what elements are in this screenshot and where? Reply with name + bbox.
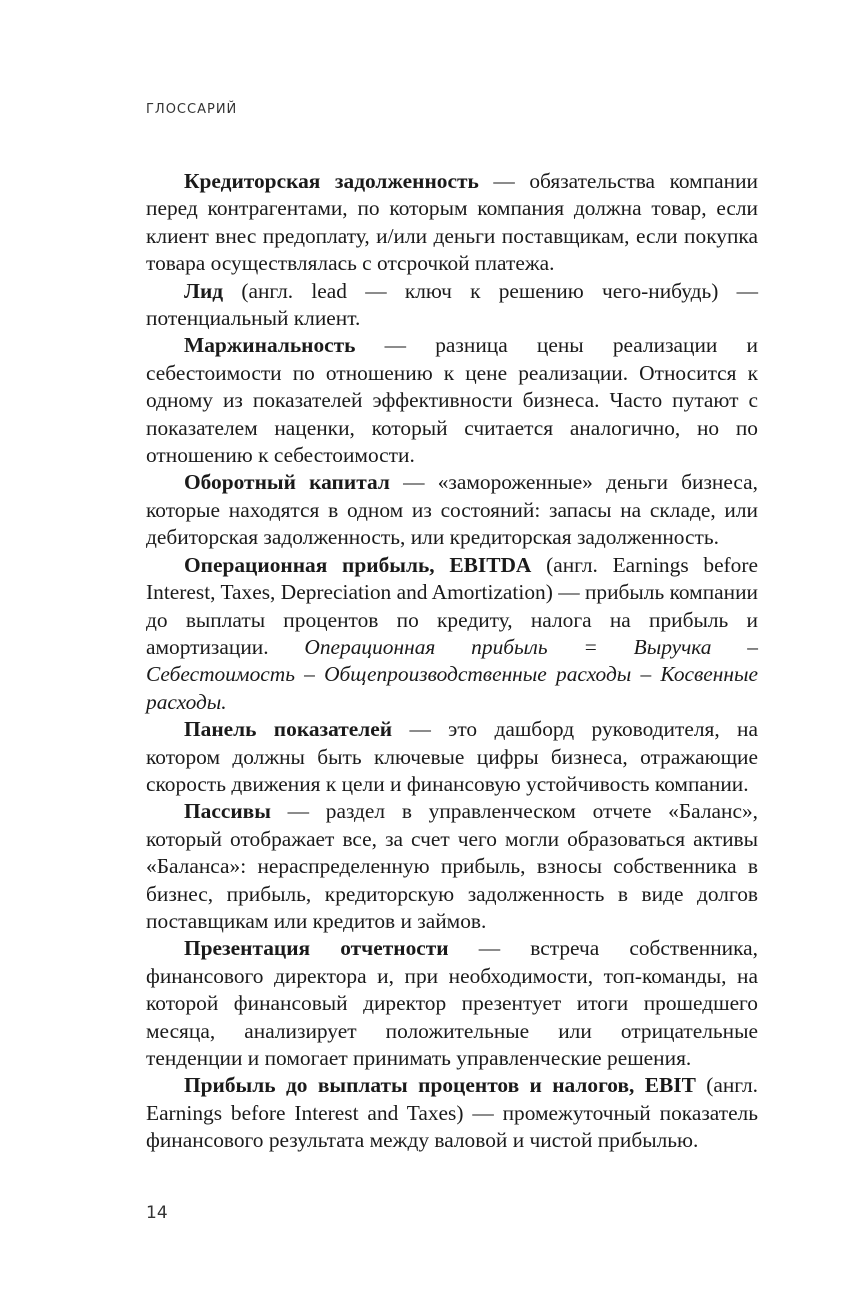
glossary-definition: — «замороженные» деньги бизнеса, которые находятся в одном из состояний: запасы на складе, или дебиторская задолженность, или кредиторская задолженность. [146,470,758,550]
glossary-term: Маржинальность [184,333,356,358]
glossary-entry [146,935,758,1072]
glossary-definition: (англ. Earnings before Interest, Taxes, Depreciation and Amortization) — прибыль компании до выплаты процентов по кредиту, налога на прибыль и амортизации. [146,552,758,659]
glossary-definition: — обязательства компании перед контрагентами, по которым компания должна товар, если клиент внес предоплату, и/или деньги поставщикам, если покупка товара осуществлялась с отсрочкой платежа. [146,169,758,276]
glossary-entry [146,552,758,716]
running-head: ГЛОССАРИЙ [146,102,238,117]
glossary-entry [146,332,758,469]
glossary-definition: — это дашборд руководителя, на котором должны быть ключевые цифры бизнеса, отражающие скорость движения к цели и финансовую устойчивость компании. [146,717,758,796]
glossary-term: Прибыль до выплаты процентов и налогов, EBIT [184,1073,696,1098]
glossary-entry [146,168,758,278]
glossary-term: Панель показателей [184,717,393,742]
glossary-term: Презентация отчетности [184,936,449,961]
glossary-definition: (англ. Earnings before Interest and Taxes) — промежуточный показатель финансового результата между валовой и чистой прибылью. [146,1073,758,1153]
glossary-definition: — встреча собственника, финансового директора и, при необходимости, топ-команды, на которой финансовый директор презентует итоги прошедшего месяца, анализирует положительные или отрицательные тенденции и помогает принимать управленческие решения. [146,936,758,1070]
glossary-term: Пассивы [184,799,271,824]
glossary-entry [146,716,758,798]
glossary-definition: — раздел в управленческом отчете «Баланс», который отображает все, за счет чего могли образоваться активы «Баланса»: нераспределенную прибыль, взносы собственника в бизнес, прибыль, кредиторскую задолженность в виде долгов поставщикам или кредитов и займов. [146,799,758,933]
glossary-entry [146,1072,758,1154]
glossary-entry [146,278,758,333]
glossary-entry [146,469,758,551]
glossary-term: Операционная прибыль, EBITDA [184,552,532,577]
glossary-term: Оборотный капитал [184,470,390,495]
glossary-body [146,168,758,1155]
glossary-term: Лид [184,278,224,303]
glossary-entry [146,798,758,935]
glossary-definition: — разница цены реализации и себестоимости по отношению к цене реализации. Относится к одному из показателей эффективности бизнеса. Часто путают с показателем наценки, который считается аналогично, но по отношению к себестоимости. [146,333,758,468]
glossary-formula: Операционная прибыль = Выручка – Себестоимость – Общепроизводственные расходы – Косвенные расходы. [146,634,758,714]
page-number: 14 [146,1203,168,1223]
glossary-definition: (англ. lead — ключ к решению чего-нибудь) — потенциальный клиент. [146,278,758,331]
glossary-term: Кредиторская задолженность [184,169,479,193]
